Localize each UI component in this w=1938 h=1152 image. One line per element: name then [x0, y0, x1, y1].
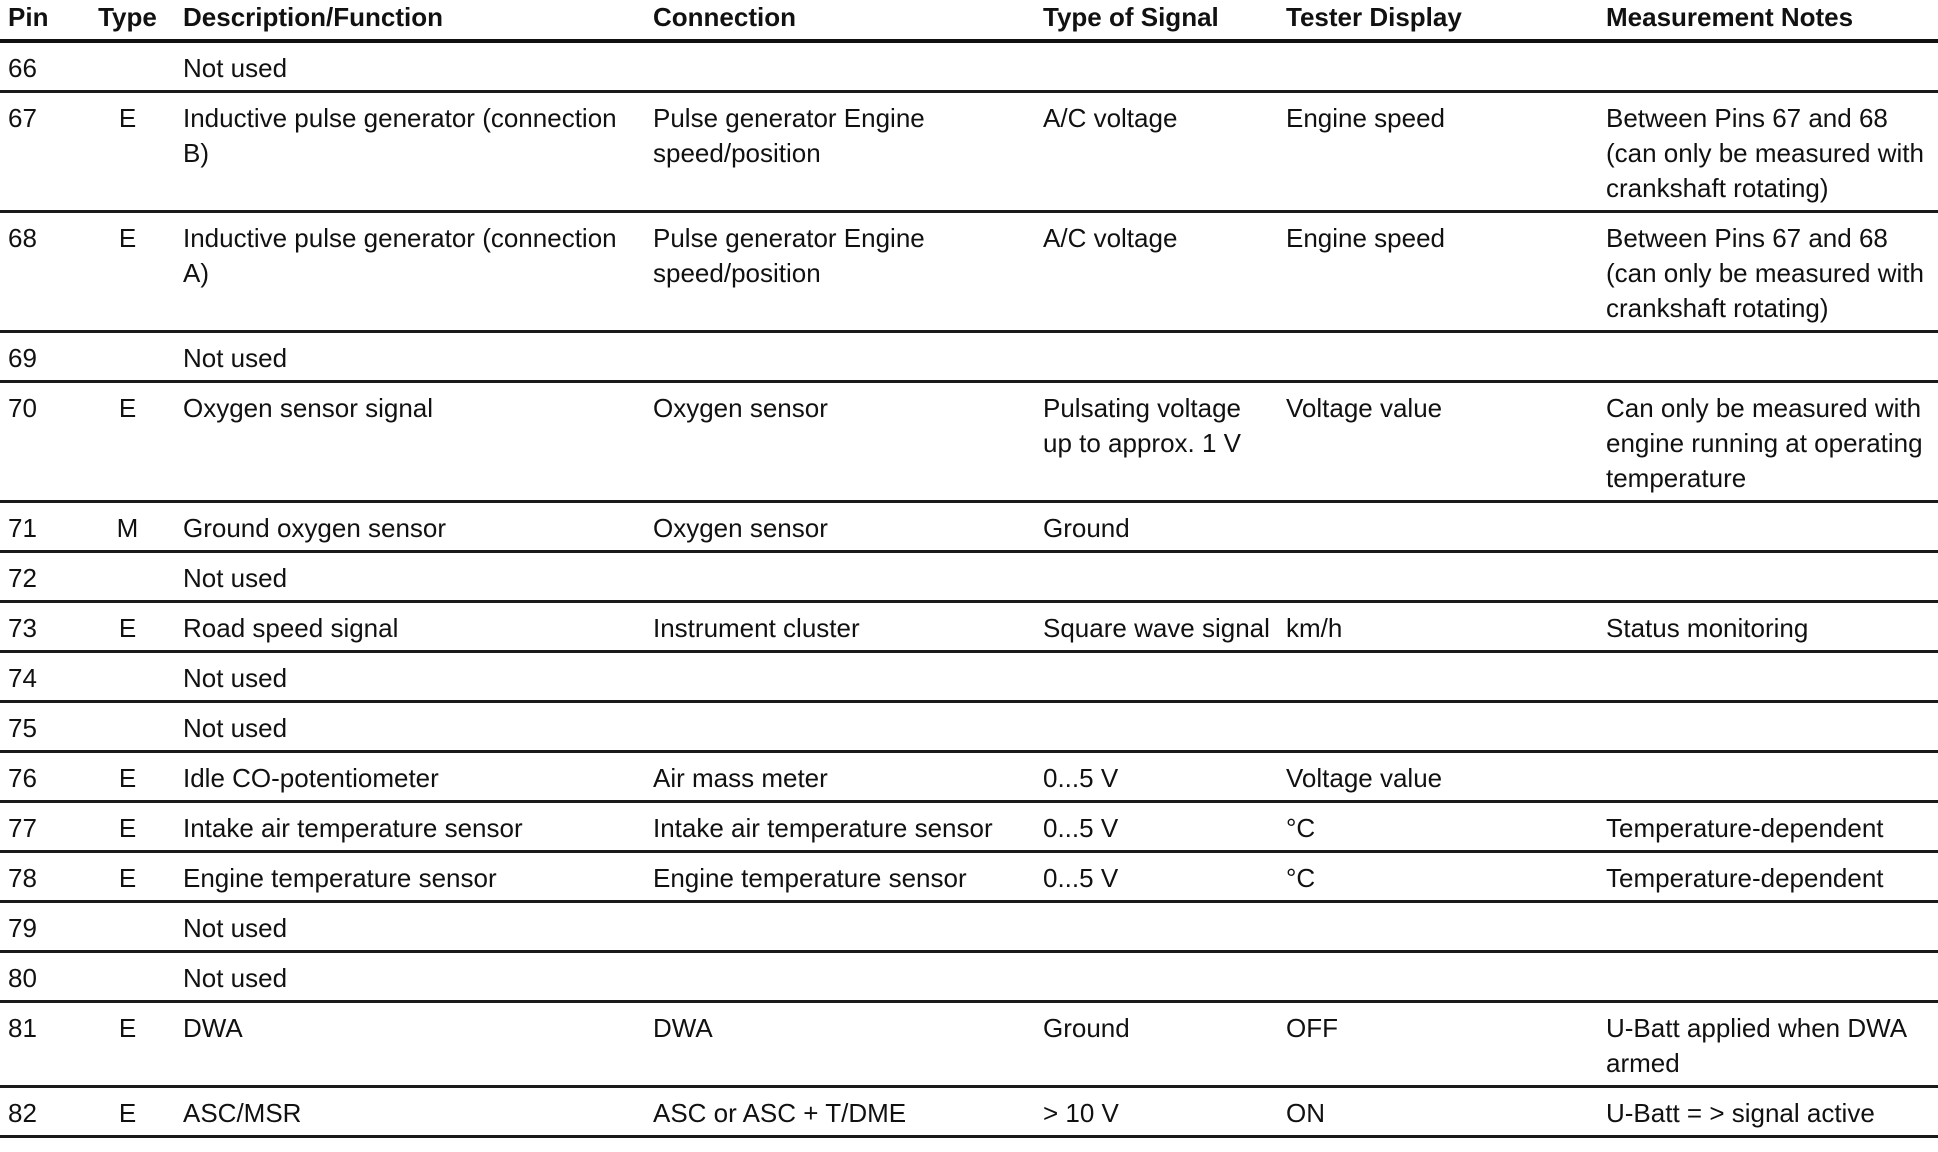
cell-measurement-notes [1598, 502, 1938, 552]
cell-connection [645, 902, 1035, 952]
cell-type: E [80, 802, 175, 852]
cell-tester-display: Engine speed [1278, 212, 1598, 332]
cell-tester-display: °C [1278, 852, 1598, 902]
cell-tester-display: OFF [1278, 1002, 1598, 1087]
cell-type [80, 652, 175, 702]
cell-type [80, 902, 175, 952]
table-row [0, 41, 1938, 92]
header-signal: Type of Signal [1035, 0, 1278, 41]
cell-signal [1035, 332, 1278, 382]
cell-signal: Ground [1035, 1002, 1278, 1087]
cell-type [80, 702, 175, 752]
cell-signal [1035, 952, 1278, 1002]
header-measurement-notes: Measurement Notes [1598, 0, 1938, 41]
cell-tester-display [1278, 502, 1598, 552]
cell-signal: Pulsating voltage up to approx. 1 V [1035, 382, 1278, 502]
cell-connection: Pulse generator Engine speed/position [645, 92, 1035, 212]
table-row [0, 852, 1938, 902]
table-row [0, 552, 1938, 602]
cell-signal [1035, 902, 1278, 952]
cell-tester-display [1278, 552, 1598, 602]
cell-signal: 0...5 V [1035, 802, 1278, 852]
header-connection: Connection [645, 0, 1035, 41]
cell-description: DWA [175, 1002, 645, 1087]
cell-description: Not used [175, 952, 645, 1002]
cell-tester-display [1278, 902, 1598, 952]
cell-description: Not used [175, 652, 645, 702]
cell-signal [1035, 552, 1278, 602]
cell-type: M [80, 502, 175, 552]
cell-description: Not used [175, 702, 645, 752]
table-row [0, 212, 1938, 332]
cell-connection: Intake air temperature sensor [645, 802, 1035, 852]
cell-connection [645, 952, 1035, 1002]
cell-connection: Engine temperature sensor [645, 852, 1035, 902]
cell-pin: 82 [0, 1087, 80, 1137]
table-row [0, 502, 1938, 552]
cell-pin: 81 [0, 1002, 80, 1087]
cell-pin: 68 [0, 212, 80, 332]
cell-signal: 0...5 V [1035, 852, 1278, 902]
cell-description: Not used [175, 41, 645, 92]
cell-measurement-notes [1598, 752, 1938, 802]
table-header [0, 0, 1938, 41]
cell-description: Intake air temperature sensor [175, 802, 645, 852]
cell-measurement-notes: Between Pins 67 and 68 (can only be measured with crankshaft rotating) [1598, 92, 1938, 212]
cell-signal: > 10 V [1035, 1087, 1278, 1137]
cell-signal [1035, 652, 1278, 702]
cell-connection: Instrument cluster [645, 602, 1035, 652]
cell-description: Inductive pulse generator (connection B) [175, 92, 645, 212]
cell-tester-display [1278, 652, 1598, 702]
cell-description: Engine temperature sensor [175, 852, 645, 902]
cell-connection [645, 552, 1035, 602]
cell-tester-display [1278, 952, 1598, 1002]
cell-measurement-notes [1598, 332, 1938, 382]
cell-signal [1035, 41, 1278, 92]
cell-type: E [80, 602, 175, 652]
table-row [0, 602, 1938, 652]
header-row [0, 0, 1938, 41]
cell-description: Not used [175, 902, 645, 952]
cell-tester-display [1278, 332, 1598, 382]
header-type: Type [80, 0, 175, 41]
cell-measurement-notes: Can only be measured with engine running at operating temperature [1598, 382, 1938, 502]
cell-type: E [80, 1087, 175, 1137]
cell-measurement-notes [1598, 652, 1938, 702]
cell-tester-display: km/h [1278, 602, 1598, 652]
cell-type: E [80, 852, 175, 902]
table-row [0, 752, 1938, 802]
cell-signal [1035, 702, 1278, 752]
cell-type: E [80, 92, 175, 212]
cell-measurement-notes: Temperature-dependent [1598, 852, 1938, 902]
table-row [0, 382, 1938, 502]
cell-description: Inductive pulse generator (connection A) [175, 212, 645, 332]
cell-tester-display [1278, 41, 1598, 92]
cell-connection [645, 41, 1035, 92]
cell-pin: 75 [0, 702, 80, 752]
cell-tester-display: °C [1278, 802, 1598, 852]
cell-pin: 78 [0, 852, 80, 902]
cell-measurement-notes [1598, 41, 1938, 92]
cell-tester-display: Voltage value [1278, 382, 1598, 502]
table-row [0, 802, 1938, 852]
cell-signal: Square wave signal [1035, 602, 1278, 652]
cell-pin: 72 [0, 552, 80, 602]
cell-measurement-notes [1598, 952, 1938, 1002]
table-row [0, 92, 1938, 212]
cell-connection: DWA [645, 1002, 1035, 1087]
cell-type [80, 41, 175, 92]
cell-description: Not used [175, 552, 645, 602]
cell-signal: A/C voltage [1035, 212, 1278, 332]
cell-pin: 74 [0, 652, 80, 702]
cell-connection [645, 702, 1035, 752]
cell-measurement-notes: Status monitoring [1598, 602, 1938, 652]
table-row [0, 1087, 1938, 1137]
cell-measurement-notes: U-Batt = > signal active [1598, 1087, 1938, 1137]
cell-tester-display [1278, 702, 1598, 752]
table-row [0, 652, 1938, 702]
cell-type [80, 952, 175, 1002]
table-row [0, 332, 1938, 382]
cell-description: Oxygen sensor signal [175, 382, 645, 502]
cell-pin: 76 [0, 752, 80, 802]
cell-pin: 66 [0, 41, 80, 92]
cell-signal: A/C voltage [1035, 92, 1278, 212]
cell-signal: 0...5 V [1035, 752, 1278, 802]
cell-pin: 79 [0, 902, 80, 952]
table-row [0, 952, 1938, 1002]
header-description: Description/Function [175, 0, 645, 41]
table-row [0, 1002, 1938, 1087]
cell-pin: 77 [0, 802, 80, 852]
header-tester-display: Tester Display [1278, 0, 1598, 41]
cell-pin: 73 [0, 602, 80, 652]
cell-pin: 71 [0, 502, 80, 552]
cell-pin: 69 [0, 332, 80, 382]
cell-pin: 80 [0, 952, 80, 1002]
cell-type: E [80, 382, 175, 502]
cell-pin: 70 [0, 382, 80, 502]
cell-connection: Oxygen sensor [645, 382, 1035, 502]
cell-measurement-notes [1598, 902, 1938, 952]
cell-connection: ASC or ASC + T/DME [645, 1087, 1035, 1137]
table-body [0, 41, 1938, 1137]
cell-type: E [80, 752, 175, 802]
table-row [0, 902, 1938, 952]
cell-description: Idle CO-potentiometer [175, 752, 645, 802]
cell-connection: Pulse generator Engine speed/position [645, 212, 1035, 332]
cell-connection [645, 652, 1035, 702]
cell-description: Ground oxygen sensor [175, 502, 645, 552]
cell-type [80, 552, 175, 602]
cell-connection: Air mass meter [645, 752, 1035, 802]
cell-pin: 67 [0, 92, 80, 212]
cell-signal: Ground [1035, 502, 1278, 552]
cell-type: E [80, 1002, 175, 1087]
cell-measurement-notes: U-Batt applied when DWA armed [1598, 1002, 1938, 1087]
cell-type [80, 332, 175, 382]
cell-type: E [80, 212, 175, 332]
cell-connection [645, 332, 1035, 382]
cell-description: ASC/MSR [175, 1087, 645, 1137]
cell-tester-display: Engine speed [1278, 92, 1598, 212]
cell-connection: Oxygen sensor [645, 502, 1035, 552]
header-pin: Pin [0, 0, 80, 41]
cell-measurement-notes [1598, 702, 1938, 752]
cell-measurement-notes: Temperature-dependent [1598, 802, 1938, 852]
cell-description: Not used [175, 332, 645, 382]
cell-tester-display: ON [1278, 1087, 1598, 1137]
table-row [0, 702, 1938, 752]
cell-measurement-notes [1598, 552, 1938, 602]
cell-measurement-notes: Between Pins 67 and 68 (can only be measured with crankshaft rotating) [1598, 212, 1938, 332]
cell-description: Road speed signal [175, 602, 645, 652]
cell-tester-display: Voltage value [1278, 752, 1598, 802]
